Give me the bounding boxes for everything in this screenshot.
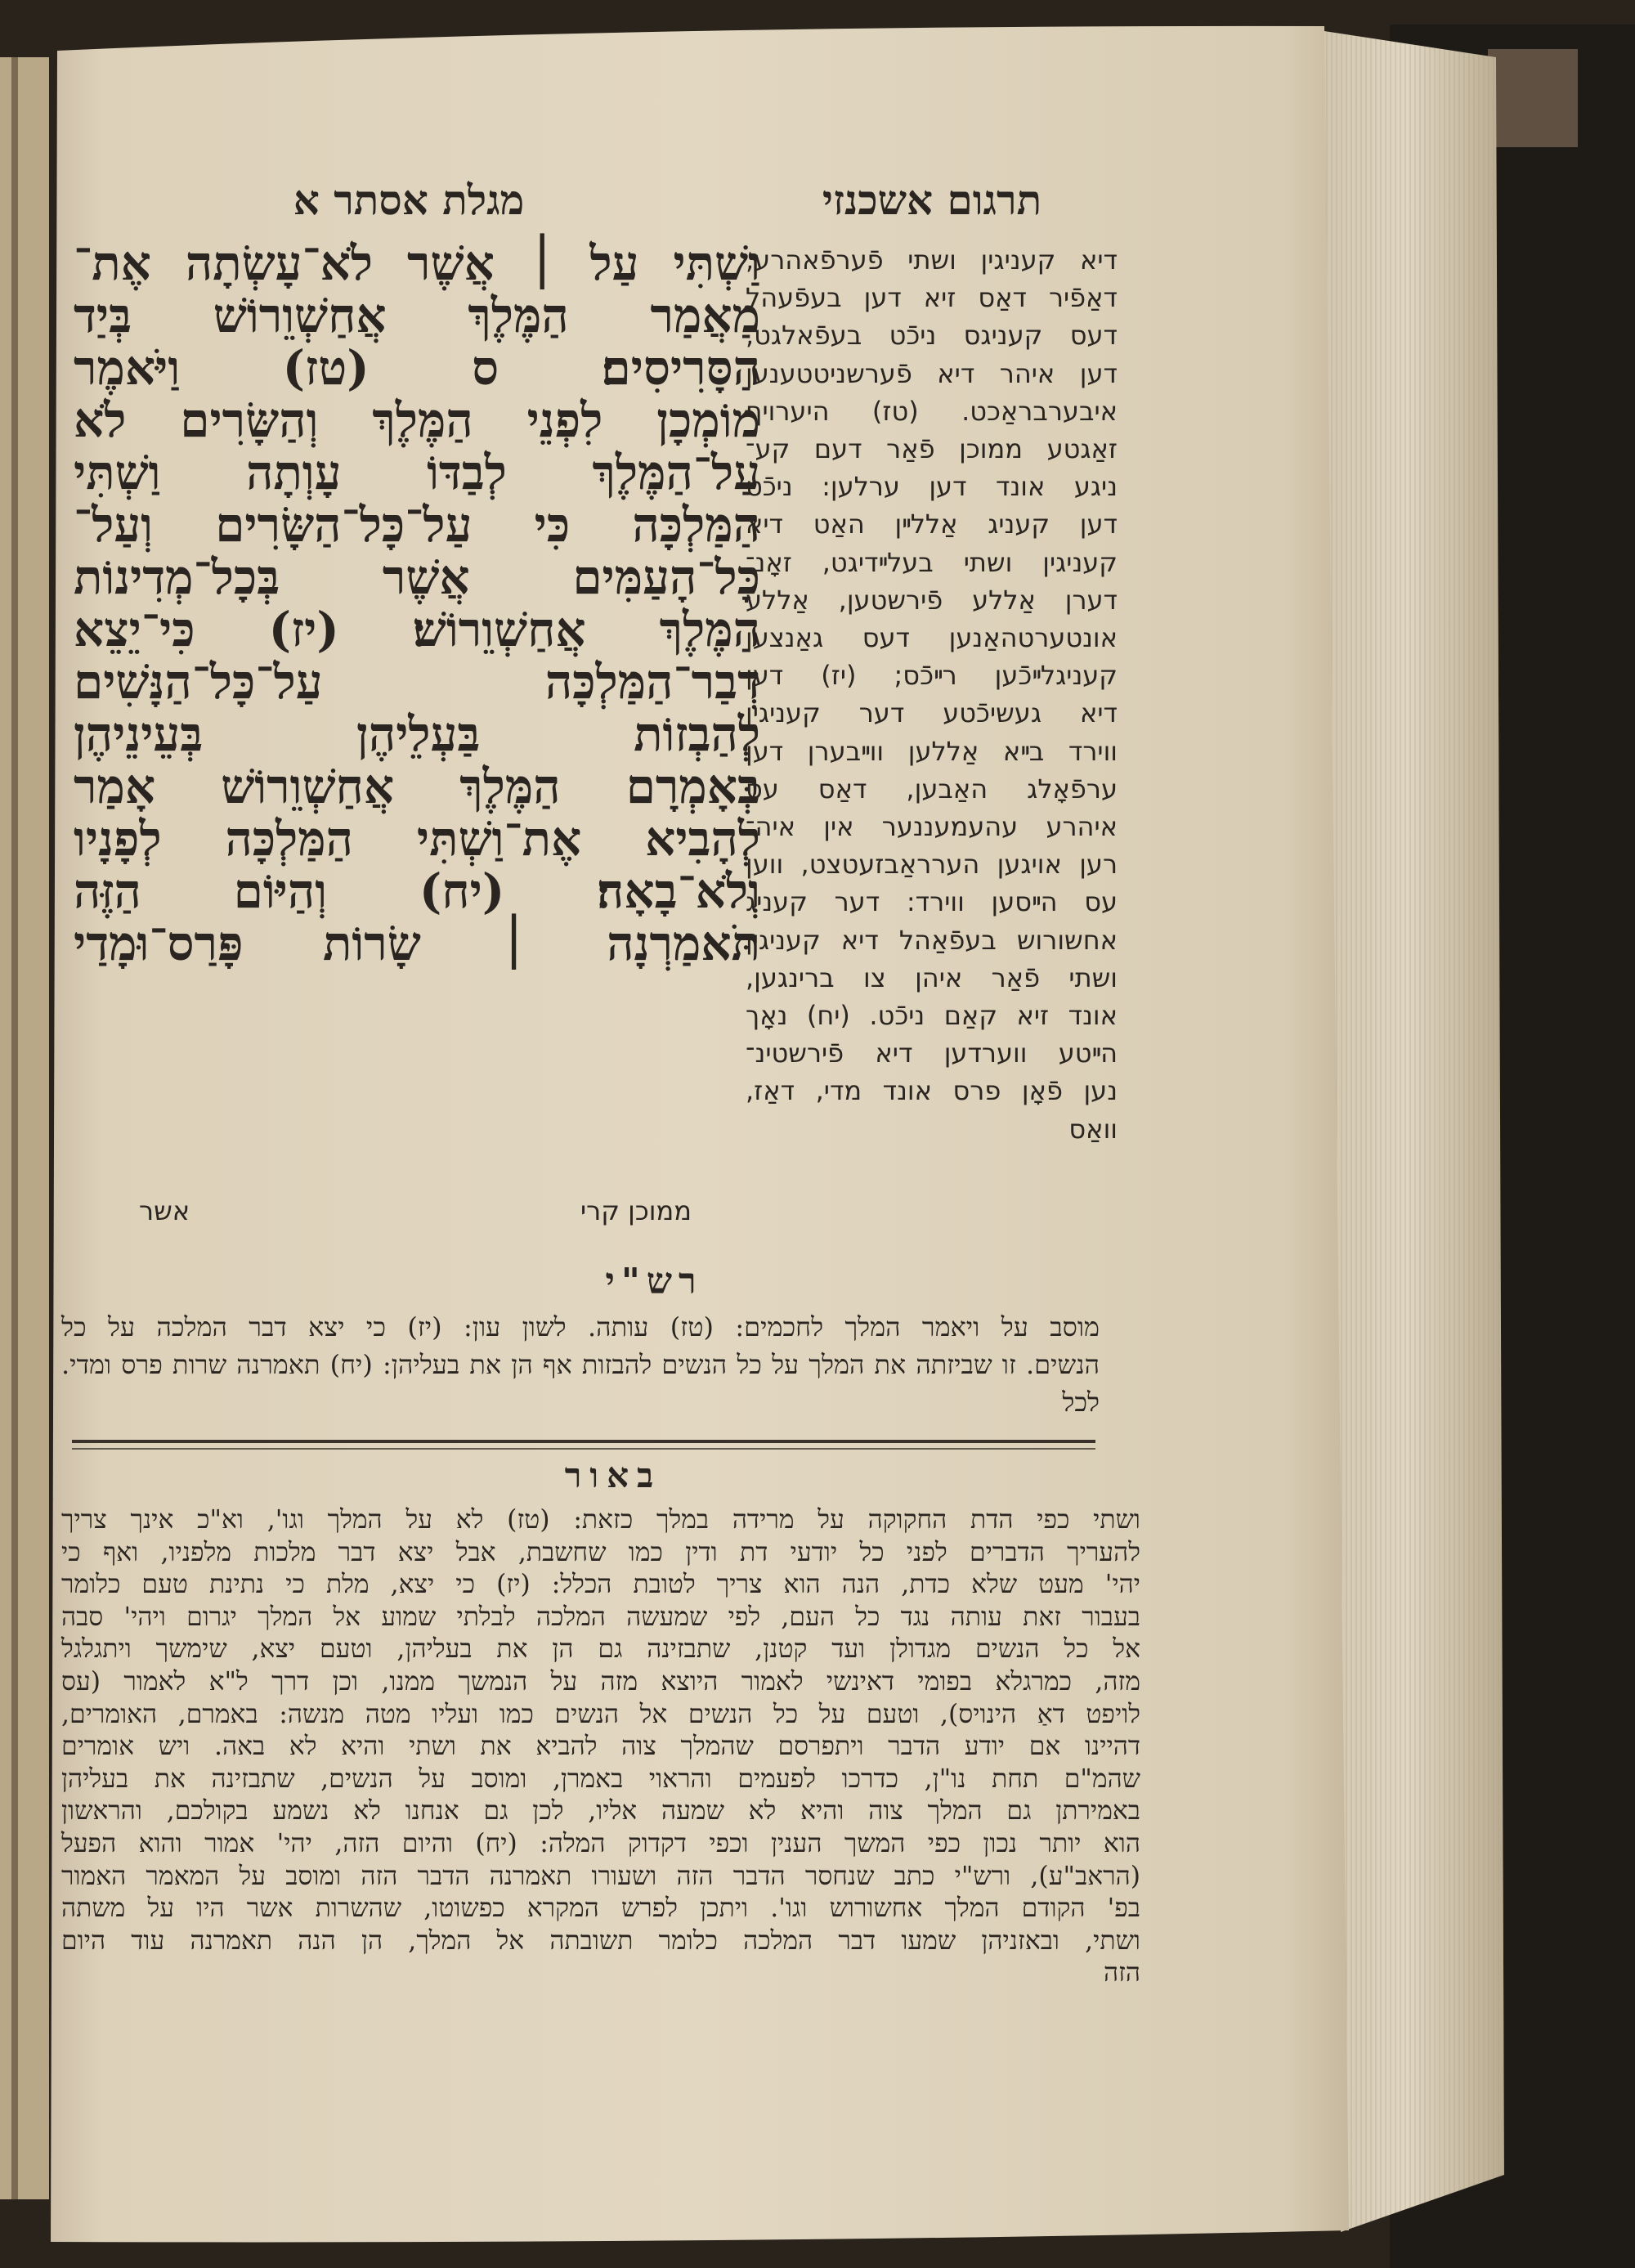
translation-line: איהרע עהעמעננער אין איה־ (746, 811, 1118, 843)
translation-line: איבערבראַכט. (טז) היערויף (746, 395, 1118, 427)
translation-line: רען אויגען הערראַבזעטצט, ווען (746, 849, 1118, 881)
main-text-line: עַל־הַמֶּלֶךְ לְבַדּוֹ עָוְתָה וַשְׁתִּי (74, 445, 760, 500)
rashi-commentary (61, 1308, 1100, 1421)
main-text-line: וְלֹא־בָאָה׃ (יח) וְהַיּוֹם הַזֶּה (74, 863, 760, 919)
main-text-line: דְבַר־הַמַּלְכָּה עַל־כָּל־הַנָּשִׁים (74, 654, 760, 710)
biur-line: יהי' מעט שלא כדת, הנה הוא צריך לטובת הכלל: (יז) כי יצא, מלת כי נתינת טעם כלומר (61, 1570, 1140, 1600)
main-text-line: לְהַבְזוֹת בַּעְלֵיהֶן בְּעֵינֵיהֶן (74, 706, 760, 762)
biur-line: דהיינו אם יודע הדבר ויתפרסם שהמלך צוה להביא את ושתי והיא לא באה. ויש אומרים (61, 1732, 1140, 1762)
biur-line: באמירתן גם המלך צוה והיא לא שמעה אליו, לכן גם אנחנו לא נשמע בקולכם, והראשון (61, 1796, 1140, 1827)
biur-line: ושתי, ובאזניהן שמעו דבר המלכה כלומר תשובתה אל המלך, הן הנה תאמרנה עוד היום (61, 1925, 1140, 1956)
translation-line: אחשורוש בעפֿאַהל דיא קעניגין (746, 924, 1118, 956)
translation-line: דערן אַללע פֿירשטען, אַללע (746, 584, 1118, 616)
main-text-line: תֹּאמַרְנָה ׀ שָׂרוֹת פָּרַס־וּמָדַי (74, 916, 760, 971)
biur-title: באור (564, 1455, 662, 1495)
main-text-line: מַאֲמַר הַמֶּלֶךְ אֲחַשְׁוֵרוֹשׁ בְּיַד (74, 288, 760, 343)
biur-line: להעריך הדברים לפני כל יודעי דת ודין כמו שחשבת, אבל יצא דבר מלכות מלפניו, ואף כי (61, 1537, 1140, 1567)
rashi-title: רש"י (605, 1261, 703, 1302)
rashi-line: הנשים. זו שביזתה את המלך על כל הנשים להבזות אף הן את בעליהן: (יח) תאמרנה שרות פרס ומדי. (61, 1349, 1100, 1380)
biur-line: בעבור זאת עותה נגד כל העם, לפי שמעשה המלכה לבלתי שמוע אל המלך יגרום ויהי' סבה (61, 1602, 1140, 1632)
main-text-line: הַסָּרִיסִים׃ ס (טז) וַיֹּאמֶר (74, 340, 760, 396)
main-text-line: כָּל־הָעַמִּים אֲשֶׁר בְּכָל־מְדִינוֹת (74, 549, 760, 605)
translation-line: דעס קעניגס ניכֿט בעפֿאלגט, (746, 320, 1118, 352)
translation-line: דען קעניג אַללײן האַט דיא (746, 509, 1118, 540)
page-header-left: מגלת אסתר א (293, 176, 525, 224)
translation-line: קעניגין ושתי בעלײדיגט, זאָנ־ (746, 546, 1118, 578)
translation-column (746, 241, 1118, 1148)
main-text-notes (74, 1195, 760, 1236)
translation-line: ניגע אונד דען ערלען: ניכֿט (746, 471, 1118, 503)
main-text-line: מוֹמְכָן לִפְנֵי הַמֶּלֶךְ וְהַשָּׂרִים לֹא (74, 392, 760, 448)
rashi-line: לכל (1062, 1387, 1100, 1418)
translation-line: קעניגלײכֿען רײכֿס; (יז) דען (746, 660, 1118, 692)
rashi-line: מוסב על ויאמר המלך לחכמים: (טז) עותה. לשון עון: (יז) כי יצא דבר המלכה על כל (61, 1311, 1100, 1342)
translation-line: ווירד בײא אַללען ווײבערן דען (746, 735, 1118, 767)
main-text-line: לְהָבִיא אֶת־וַשְׁתִּי הַמַּלְכָּה לְפָנָיו (74, 811, 760, 867)
main-text-line: בְּאָמְרָם הַמֶּלֶךְ אֲחַשְׁוֵרוֹשׁ אָמַר (74, 759, 760, 814)
translation-line: אונד זיא קאַם ניכֿט. (יח) נאָך (746, 1000, 1118, 1032)
translation-line: דאַפֿיר דאַס זיא דען בעפֿעהל (746, 282, 1118, 314)
translation-line: דיא געשיכֿטע דער קעניגין (746, 697, 1118, 729)
translation-line: אונטערטהאַנען דעס גאַנצען (746, 622, 1118, 654)
main-text-line: הַמַּלְכָּה כִּי עַל־כָּל־הַשָּׂרִים וְעַל־ (74, 497, 760, 553)
main-text-line: וַשְׁתִּי עַל ׀ אֲשֶׁר לֹא־עָשְׂתָה אֶת־ (74, 235, 760, 291)
translation-line: ערפֿאָלג האַבען, דאַס עס (746, 773, 1118, 805)
translation-line: זאַגטע ממוכן פֿאַר דעם קע־ (746, 433, 1118, 465)
biur-line: הזה (1103, 1958, 1140, 1988)
biur-line: הוא יותר נכון כפי המשך הענין וכפי דקדוק המלה: (יח) והיום הזה, יהי' אמור והוא הפעל (61, 1828, 1140, 1858)
translation-line: נען פֿאָן פרס אונד מדי, דאַז, (746, 1075, 1118, 1107)
biur-line: לויפט דאַ הינויס), וטעם על כל הנשים אל הנשים כמו ועליו מטה מנשה: באמרם, האומרים, (61, 1699, 1140, 1729)
biur-line: בפ' הקודם המלך אחשורוש וגו'. ויתכן לפרש המקרא כפשוטו, שהשרות אשר היו על משתה (61, 1894, 1140, 1924)
page-header-right: תרגום אשכנזי (822, 176, 1042, 224)
translation-line: דיא קעניגין ושתי פֿערפֿאהרע, (746, 244, 1118, 276)
main-text-column (74, 237, 760, 970)
biur-line: אל כל הנשים מגדולן ועד קטנן, שתבזינה גם הן את בעליהן, וטעם יצא, שימשך ויתגלגל (61, 1634, 1140, 1665)
translation-line: ושתי פֿאַר איהן צו ברינגען, (746, 961, 1118, 993)
translation-line: הײטע ווערדען דיא פֿירשטינ־ (746, 1038, 1118, 1069)
translation-line: עס הײסען ווירד: דער קעניג (746, 886, 1118, 918)
translation-line: דען איהר דיא פֿערשניטטענען (746, 357, 1118, 389)
biur-commentary (61, 1504, 1140, 1990)
biur-line: שהמ"ם תחת נו"ן, כדרכו לפעמים והראוי באמרן, ומוסב על הנשים, שתבזינה את בעליהן (61, 1764, 1140, 1794)
ktiv-note: ממוכן קרי (580, 1195, 692, 1226)
catchword: אשר (139, 1195, 190, 1226)
biur-line: מזה, כמרגלא בפומי דאינשי לאמור היוצא מזה על הנמשך ממנו, וכן דרך ל"א לאמור (עס (61, 1666, 1140, 1697)
translation-line: וואַס (1068, 1113, 1118, 1145)
biur-line: (הראב"ע), ורש"י כתב שנחסר הדבר הזה ושעורו תאמרנה הדבר הזה ומוסב על המאמר האמור (61, 1861, 1140, 1891)
main-text-line: הַמֶּלֶךְ אֲחַשְׁוֵרוֹשׁ׃ (יז) כִּי־יֵצֵא (74, 602, 760, 657)
biur-line: ושתי כפי הדת החקוקה על מרידה במלך כזאת: (טז) לא על המלך וגו', וא"כ אינך צריך (61, 1505, 1140, 1535)
